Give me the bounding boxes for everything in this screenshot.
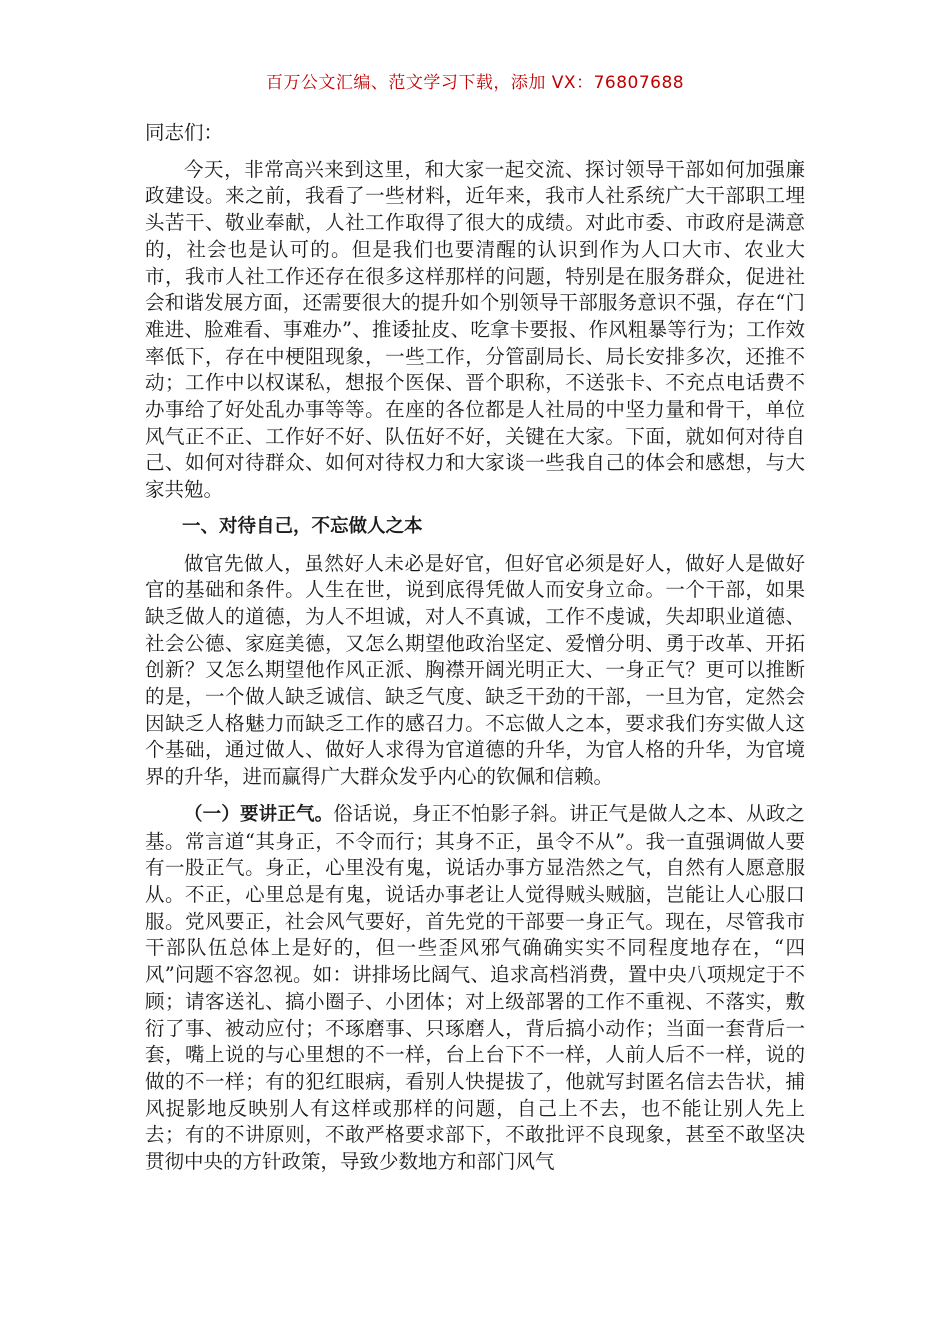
section-paragraph: 做官先做人，虽然好人未必是好官，但好官必须是好人，做好人是做好官的基础和条件。人生在世，说到底得凭做人而安身立命。一个干部，如果缺乏做人的道德，为人不坦诚，对人不真诚，工作不虔诚，失却职业道德、社会公德、家庭美德，又怎么期望他政治坚定、爱憎分明、勇于改革、开拓创新？又怎么期望他作风正派、胸襟开阔光明正大、一身正气？更可以推断的是，一个做人缺乏诚信、缺乏气度、缺乏干劲的干部，一旦为官，定然会因缺乏人格魅力而缺乏工作的感召力。不忘做人之本，要求我们夯实做人这个基础，通过做人、做好人求得为官道德的升华，为官人格的升华，为官境界的升华，进而赢得广大群众发乎内心的钦佩和信赖。	[145, 551, 805, 789]
intro-paragraph: 今天，非常高兴来到这里，和大家一起交流、探讨领导干部如何加强廉政建设。来之前，我看了一些材料，近年来，我市人社系统广大干部职工埋头苦干、敬业奉献，人社工作取得了很大的成绩。对此市委、市政府是满意的，社会也是认可的。但是我们也要清醒的认识到作为人口大市、农业大市，我市人社工作还存在很多这样那样的问题，特别是在服务群众，促进社会和谐发展方面，还需要很大的提升如个别领导干部服务意识不强，存在“门难进、脸难看、事难办”、推诿扯皮、吃拿卡要报、作风粗暴等行为；工作效率低下，存在中梗阻现象，一些工作，分管副局长、局长安排多次，还推不动；工作中以权谋私，想报个医保、晋个职称，不送张卡、不充点电话费不办事给了好处乱办事等等。在座的各位都是人社局的中坚力量和骨干，单位风气正不正、工作好不好、队伍好不好，关键在大家。下面，就如何对待自己、如何对待群众、如何对待权力和大家谈一些我自己的体会和感想，与大家共勉。	[145, 157, 805, 502]
subsection-text: 俗话说，身正不怕影子斜。讲正气是做人之本、从政之基。常言道“其身正，不令而行；其身不正，虽令不从”。我一直强调做人要有一股正气。身正，心里没有鬼，说话办事方显浩然之气，自然有人愿意服从。不正，心里总是有鬼，说话办事老让人觉得贼头贼脑，岂能让人心服口服。党风要正，社会风气要好，首先党的干部要一身正气。现在，尽管我市干部队伍总体上是好的，但一些歪风邪气确确实实不同程度地存在，“四风”问题不容忽视。如：讲排场比阔气、追求高档消费，置中央八项规定于不顾；请客送礼、搞小圈子、小团体；对上级部署的工作不重视、不落实，敷衍了事、被动应付；不琢磨事、只琢磨人，背后搞小动作；当面一套背后一套，嘴上说的与心里想的不一样，台上台下不一样，人前人后不一样，说的做的不一样；有的犯红眼病，看别人快提拔了，他就写封匿名信去告状，捕风捉影地反映别人有这样或那样的问题，自己上不去，也不能让别人先上去；有的不讲原则，不敢严格要求部下，不敢批评不良现象，甚至不敢坚决贯彻中央的方针政策，导致少数地方和部门风气	[145, 801, 805, 1174]
subsection-paragraph	[145, 801, 805, 1176]
download-banner: 百万公文汇编、范文学习下载，添加 VX：76807688	[265, 73, 685, 93]
subsection-heading: （一）要讲正气。	[184, 803, 334, 825]
document-body	[145, 120, 805, 1186]
section-heading: 一、对待自己，不忘做人之本	[182, 515, 423, 537]
salutation: 同志们：	[145, 121, 224, 144]
